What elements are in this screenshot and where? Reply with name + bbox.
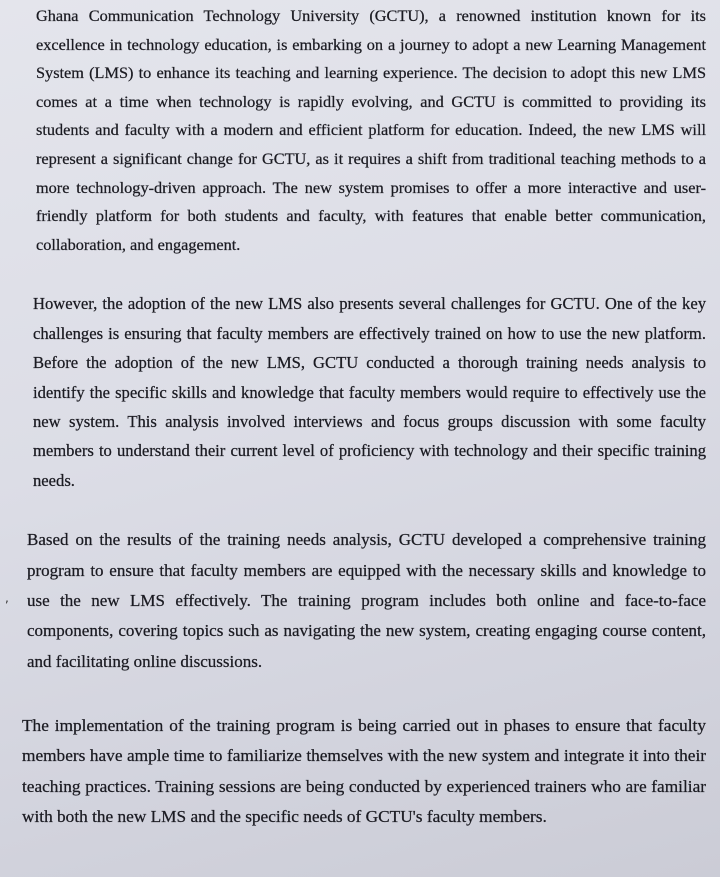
- paragraph-implementation: The implementation of the training program is being carried out in phases to ensure that faculty members have ample time to familiarize themselves with the new system and integrate it into their teaching practices. Training sessions are being conducted by experienced trainers who are familiar with both the new LMS and the specific needs of GCTU's faculty members.: [22, 716, 706, 826]
- paragraph-introduction: Ghana Communication Technology University (GCTU), a renowned institution known for its excellence in technology education, is embarking on a journey to adopt a new Learning Management System (LMS) to enhance its teaching and learning experience. The decision to adopt this new LMS comes at a time when technology is rapidly evolving, and GCTU is committed to providing its students and faculty with a modern and efficient platform for education. Indeed, the new LMS will represent a significant change for GCTU, as it requires a shift from traditional teaching methods to a more technology-driven approach. The new system promises to offer a more interactive and user-friendly platform for both students and faculty, with features that enable better communication, collaboration, and engagement.: [36, 6, 706, 254]
- paragraph-challenges: However, the adoption of the new LMS also presents several challenges for GCTU. One of the key challenges is ensuring that faculty members are effectively trained on how to use the new platform. Before the adoption of the new LMS, GCTU conducted a thorough training needs analysis to identify the specific skills and knowledge that faculty members would require to effectively use the new system. This analysis involved interviews and focus groups discussion with some faculty members to understand their current level of proficiency with technology and their specific training needs.: [33, 294, 706, 490]
- paragraph-training-program: Based on the results of the training needs analysis, GCTU developed a comprehensive training program to ensure that faculty members are equipped with the necessary skills and knowledge to use the new LMS effectively. The training program includes both online and face-to-face components, covering topics such as navigating the new system, creating engaging course content, and facilitating online discussions.: [27, 530, 706, 671]
- margin-mark: ,: [5, 591, 9, 605]
